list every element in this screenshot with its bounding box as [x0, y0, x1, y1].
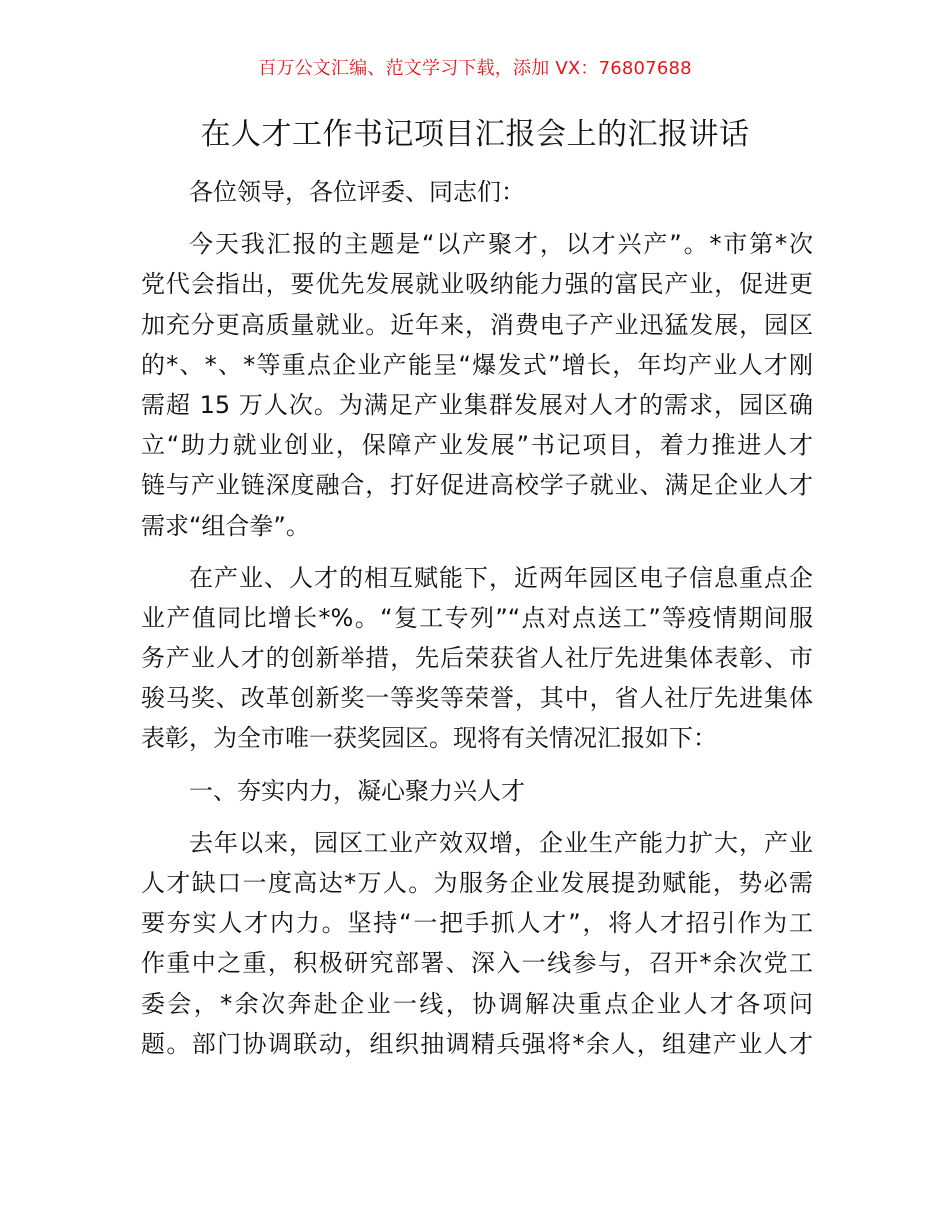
- paragraph-3-line: 要夯实人才内力。坚持“一把手抓人才”，将人才招引作为工: [141, 909, 813, 938]
- paragraph-3-line: 人才缺口一度高达*万人。为服务企业发展提劲赋能，势必需: [141, 869, 813, 897]
- section-heading: 一、夯实内力，凝心聚力兴人才: [189, 776, 525, 805]
- paragraph-1-line: 链与产业链深度融合，打好促进高校学子就业、满足企业人才: [141, 471, 813, 500]
- paragraph-2-line: 务产业人才的创新举措，先后荣获省人社厅先进集体表彰、市: [141, 644, 813, 673]
- paragraph-1-line: 党代会指出，要优先发展就业吸纳能力强的富民产业，促进更: [141, 270, 813, 299]
- watermark-header: 百万公文汇编、范文学习下载，添加 VX：76807688: [258, 58, 692, 79]
- paragraph-3-line: 委会，*余次奔赴企业一线，协调解决重点企业人才各项问: [141, 989, 813, 1018]
- paragraph-1-line: 今天我汇报的主题是“以产聚才，以才兴产”。*市第*次: [189, 230, 813, 259]
- paragraph-3-line: 去年以来，园区工业产效双增，企业生产能力扩大，产业: [189, 828, 813, 857]
- paragraph-3-line: 题。部门协调联动，组织抽调精兵强将*余人，组建产业人才: [141, 1029, 813, 1058]
- document-title: 在人才工作书记项目汇报会上的汇报讲话: [200, 117, 750, 152]
- document-body: [141, 172, 813, 1064]
- paragraph-1-line: 的*、*、*等重点企业产能呈“爆发式”增长，年均产业人才刚: [141, 350, 813, 379]
- paragraph-2-line: 骏马奖、改革创新奖一等奖等荣誉，其中，省人社厅先进集体: [141, 684, 813, 713]
- paragraph-2-line: 业产值同比增长*%。“复工专列”“点对点送工”等疫情期间服: [141, 603, 813, 632]
- paragraph-3-line: 作重中之重，积极研究部署、深入一线参与，召开*余次党工: [141, 949, 813, 978]
- paragraph-2-line: 在产业、人才的相互赋能下，近两年园区电子信息重点企: [189, 563, 813, 592]
- salutation-line: 各位领导，各位评委、同志们：: [189, 178, 525, 206]
- paragraph-1-line: 需超 15 万人次。为满足产业集群发展对人才的需求，园区确: [141, 390, 813, 419]
- paragraph-2-line: 表彰，为全市唯一获奖园区。现将有关情况汇报如下：: [141, 724, 717, 753]
- paragraph-1-line: 需求“组合拳”。: [141, 511, 310, 540]
- paragraph-1-line: 加充分更高质量就业。近年来，消费电子产业迅猛发展，园区: [141, 310, 813, 339]
- paragraph-1-line: 立“助力就业创业，保障产业发展”书记项目，着力推进人才: [141, 431, 813, 460]
